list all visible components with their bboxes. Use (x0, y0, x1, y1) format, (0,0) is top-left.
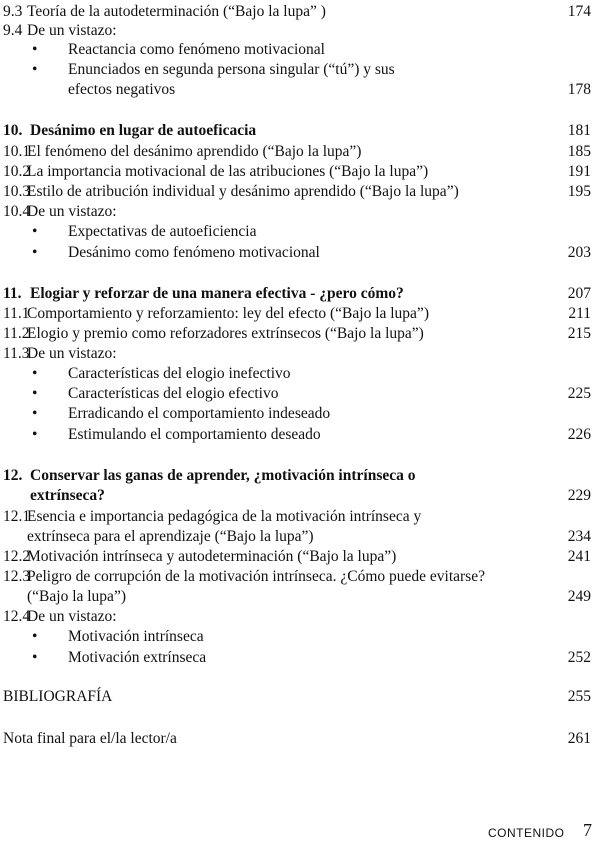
bullet-text: efectos negativos (68, 81, 176, 98)
chapter-title: Elogiar y reforzar de una manera efectiva - ¿pero cómo? (30, 285, 404, 302)
section-title: De un vistazo: (27, 22, 117, 39)
section-title: De un vistazo: (27, 203, 117, 220)
section-number: 12.4 (3, 608, 31, 625)
section-number: 12.1 (3, 508, 31, 525)
page-number: 252 (567, 649, 591, 666)
section-title: Esencia e importancia pedagógica de la motivación intrínseca y (27, 508, 422, 525)
page-number: 174 (567, 3, 591, 20)
section-title: Motivación intrínseca y autodeterminación (“Bajo la lupa”) (27, 548, 397, 565)
chapter-number: 10. (3, 122, 23, 139)
section-number: 10.2 (3, 163, 31, 180)
section-title: extrínseca para el aprendizaje (“Bajo la lupa”) (27, 528, 314, 545)
running-footer-label: CONTENIDO (488, 826, 565, 840)
page-number: 225 (567, 385, 591, 402)
bullet-icon: • (32, 61, 38, 78)
bullet-icon: • (32, 649, 38, 666)
section-number: 11.1 (3, 305, 30, 322)
bullet-icon: • (32, 385, 38, 402)
section-number: 9.4 (3, 22, 23, 39)
bullet-text: Reactancia como fenómeno motivacional (68, 41, 325, 58)
bullet-text: Características del elogio efectivo (68, 385, 279, 402)
bullet-text: Motivación extrínseca (68, 649, 207, 666)
bibliography-title: BIBLIOGRAFÍA (3, 688, 113, 705)
page-number: 211 (568, 305, 591, 322)
bullet-text: Estimulando el comportamiento deseado (68, 426, 321, 443)
bullet-text: Expectativas de autoeficiencia (68, 223, 257, 240)
bullet-text: Características del elogio inefectivo (68, 365, 291, 382)
chapter-title: Conservar las ganas de aprender, ¿motivación intrínseca o (30, 467, 416, 484)
section-number: 12.3 (3, 568, 31, 585)
chapter-number: 12. (3, 467, 23, 484)
final-note-title: Nota final para el/la lector/a (3, 730, 177, 747)
section-title: El fenómeno del desánimo aprendido (“Bajo la lupa”) (27, 143, 362, 160)
section-number: 10.1 (3, 143, 31, 160)
section-title: (“Bajo la lupa”) (27, 588, 126, 605)
bullet-text: Motivación intrínseca (68, 628, 204, 645)
section-title: La importancia motivacional de las atribuciones (“Bajo la lupa”) (27, 163, 429, 180)
bullet-text: Desánimo como fenómeno motivacional (68, 244, 320, 261)
section-title: De un vistazo: (27, 345, 117, 362)
page-number: 178 (567, 81, 591, 98)
section-number: 11.2 (3, 325, 30, 342)
chapter-number: 11. (3, 285, 22, 302)
page-number: 241 (567, 548, 591, 565)
bullet-icon: • (32, 426, 38, 443)
page-number: 215 (567, 325, 591, 342)
page-number: 234 (567, 528, 591, 545)
bullet-icon: • (32, 365, 38, 382)
page-number: 181 (567, 122, 591, 139)
page-number: 226 (567, 426, 591, 443)
section-title: Estilo de atribución individual y desánimo aprendido (“Bajo la lupa”) (27, 183, 459, 200)
bullet-icon: • (32, 223, 38, 240)
page-number: 255 (567, 688, 591, 705)
bullet-text: Erradicando el comportamiento indeseado (68, 405, 331, 422)
section-title: Peligro de corrupción de la motivación intrínseca. ¿Cómo puede evitarse? (27, 568, 485, 585)
page-number: 203 (567, 244, 591, 261)
section-number: 12.2 (3, 548, 31, 565)
page-number: 191 (567, 163, 591, 180)
bullet-icon: • (32, 244, 38, 261)
folio-page-number: 7 (583, 820, 592, 840)
page-number: 261 (567, 730, 591, 747)
section-number: 10.4 (3, 203, 31, 220)
bullet-text: Enunciados en segunda persona singular (“tú”) y sus (68, 61, 395, 78)
section-title: De un vistazo: (27, 608, 117, 625)
section-title: Comportamiento y reforzamiento: ley del efecto (“Bajo la lupa”) (27, 305, 429, 322)
section-number: 10.3 (3, 183, 31, 200)
page-number: 249 (567, 588, 591, 605)
chapter-title: extrínseca? (30, 487, 105, 504)
bullet-icon: • (32, 628, 38, 645)
bullet-icon: • (32, 41, 38, 58)
page-number: 229 (567, 487, 591, 504)
section-title: Teoría de la autodeterminación (“Bajo la lupa” ) (27, 3, 326, 20)
section-number: 9.3 (3, 3, 23, 20)
bullet-icon: • (32, 405, 38, 422)
page-number: 207 (567, 285, 591, 302)
page-number: 185 (567, 143, 591, 160)
section-title: Elogio y premio como reforzadores extrínsecos (“Bajo la lupa”) (27, 325, 424, 342)
page-number: 195 (567, 183, 591, 200)
chapter-title: Desánimo en lugar de autoeficacia (30, 122, 257, 139)
section-number: 11.3 (3, 345, 30, 362)
